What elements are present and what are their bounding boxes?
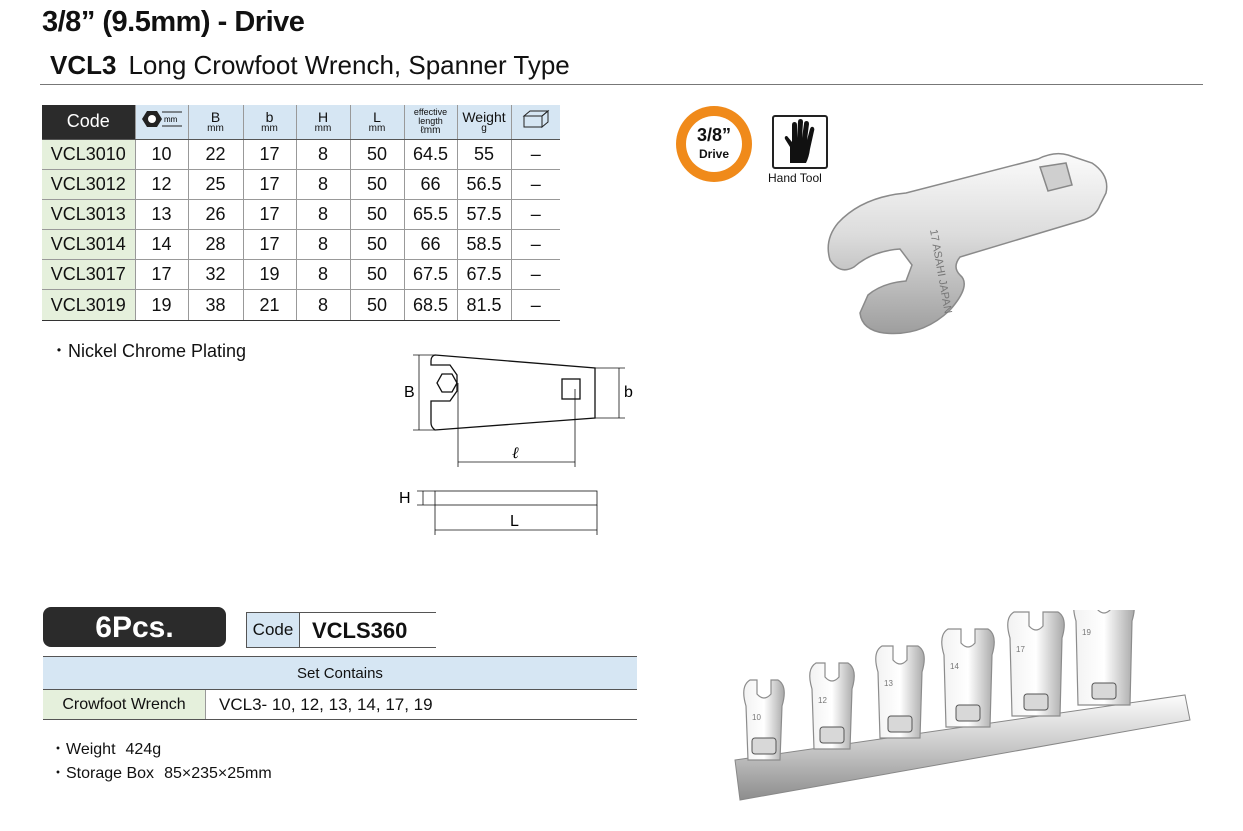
table-cell: 38	[188, 290, 243, 320]
cell-code: VCL3019	[42, 290, 135, 320]
table-cell: –	[511, 290, 560, 320]
set-wrench-size: 19	[1082, 628, 1091, 637]
col-L: L mm	[350, 105, 404, 139]
col-H: H mm	[296, 105, 350, 139]
table-cell: –	[511, 260, 560, 290]
table-cell: 50	[350, 139, 404, 169]
col-b: b mm	[243, 105, 296, 139]
table-cell: 14	[135, 230, 188, 260]
cell-code: VCL3014	[42, 230, 135, 260]
table-row	[42, 230, 560, 260]
set-wrench-size: 14	[950, 662, 959, 671]
drive-size-badge	[676, 106, 752, 182]
set-code-label: Code	[246, 613, 300, 647]
table-cell: 66	[404, 169, 457, 199]
table-cell: –	[511, 199, 560, 229]
wrench-top-outline	[431, 355, 595, 430]
wrench-engraving: 17 ASAHI JAPAN	[927, 228, 954, 315]
set-wrench-size: 17	[1016, 645, 1025, 654]
set-wrench	[1074, 610, 1135, 705]
dim-l-label: ℓ	[512, 445, 519, 462]
set-wrench	[876, 646, 925, 738]
table-cell: 66	[404, 230, 457, 260]
table-cell: 67.5	[457, 260, 511, 290]
spec-table-body	[42, 139, 560, 320]
set-wrench-size: 13	[884, 679, 893, 688]
table-row	[42, 169, 560, 199]
dim-B-label: B	[404, 384, 415, 401]
set-code-value: VCLS360	[312, 618, 408, 643]
table-row	[42, 139, 560, 169]
col-weight: Weight g	[457, 105, 511, 139]
table-cell: 25	[188, 169, 243, 199]
table-cell: 17	[243, 139, 296, 169]
table-cell: 8	[296, 290, 350, 320]
table-cell: 17	[243, 199, 296, 229]
table-cell: 8	[296, 169, 350, 199]
set-wrench-size: 10	[752, 713, 761, 722]
col-storage	[511, 105, 560, 139]
table-cell: 81.5	[457, 290, 511, 320]
table-cell: 50	[350, 230, 404, 260]
hand-tool-label: Hand Tool	[768, 171, 822, 185]
set-pieces-label: 6Pcs.	[43, 607, 226, 647]
set-contains-row	[43, 690, 637, 720]
table-cell: 19	[243, 260, 296, 290]
set-storage-box: ・Storage Box 85×235×25mm	[50, 765, 272, 782]
table-cell: 50	[350, 290, 404, 320]
table-cell: 58.5	[457, 230, 511, 260]
col-B: B mm	[188, 105, 243, 139]
product-name: Long Crowfoot Wrench, Spanner Type	[128, 50, 570, 80]
table-row	[42, 260, 560, 290]
set-weight: ・Weight 424g	[50, 741, 162, 758]
hex-size-icon	[138, 108, 186, 130]
table-cell: 8	[296, 260, 350, 290]
table-cell: 8	[296, 139, 350, 169]
plating-note: ・Nickel Chrome Plating	[50, 341, 247, 361]
table-cell: 17	[135, 260, 188, 290]
table-cell: 50	[350, 260, 404, 290]
table-cell: –	[511, 230, 560, 260]
table-cell: 67.5	[404, 260, 457, 290]
table-cell: 10	[135, 139, 188, 169]
table-cell: 57.5	[457, 199, 511, 229]
table-cell: 21	[243, 290, 296, 320]
col-effective-length: effective length ℓmm	[404, 105, 457, 139]
table-cell: 28	[188, 230, 243, 260]
set-code-box	[246, 612, 436, 648]
table-cell: 56.5	[457, 169, 511, 199]
table-cell: 50	[350, 169, 404, 199]
set-wrench	[810, 663, 855, 749]
col-code: Code	[42, 105, 135, 139]
hex-opening-outline	[437, 374, 457, 392]
table-cell: –	[511, 139, 560, 169]
dim-H-label: H	[399, 490, 411, 507]
set-contains-value: VCL3- 10, 12, 13, 14, 17, 19	[219, 695, 433, 714]
table-cell: 17	[243, 230, 296, 260]
table-cell: 68.5	[404, 290, 457, 320]
dim-b-label: b	[624, 384, 633, 401]
dim-L-label: L	[510, 513, 519, 530]
table-cell: 26	[188, 199, 243, 229]
dimension-drawing	[395, 345, 640, 540]
table-cell: 65.5	[404, 199, 457, 229]
drive-size: 3/8”	[696, 125, 732, 145]
table-cell: –	[511, 169, 560, 199]
cell-code: VCL3012	[42, 169, 135, 199]
table-row	[42, 290, 560, 320]
set-contains-key: Crowfoot Wrench	[43, 690, 206, 719]
product-code: VCL3	[50, 50, 117, 80]
set-photo	[720, 610, 1200, 825]
col-hex-size	[135, 105, 188, 139]
spec-table	[42, 105, 560, 321]
product-subtitle	[50, 50, 570, 81]
storage-box-icon	[521, 108, 551, 130]
wrench-photo	[810, 145, 1155, 345]
table-cell: 17	[243, 169, 296, 199]
table-cell: 22	[188, 139, 243, 169]
table-cell: 55	[457, 139, 511, 169]
cell-code: VCL3010	[42, 139, 135, 169]
cell-code: VCL3013	[42, 199, 135, 229]
table-cell: 12	[135, 169, 188, 199]
hex-unit: mm	[163, 115, 177, 125]
set-wrench	[1008, 612, 1065, 716]
set-wrench-size: 12	[818, 696, 827, 705]
set-wrench	[744, 680, 785, 760]
title-divider	[40, 84, 1203, 85]
square-drive-outline	[562, 379, 580, 399]
table-cell: 13	[135, 199, 188, 229]
spec-table-header	[42, 105, 560, 139]
table-cell: 32	[188, 260, 243, 290]
table-cell: 19	[135, 290, 188, 320]
set-wrench	[942, 629, 995, 727]
table-cell: 8	[296, 230, 350, 260]
set-contains-header: Set Contains	[43, 656, 637, 690]
table-cell: 50	[350, 199, 404, 229]
table-row	[42, 199, 560, 229]
table-cell: 8	[296, 199, 350, 229]
table-cell: 64.5	[404, 139, 457, 169]
drive-label: Drive	[698, 147, 730, 161]
cell-code: VCL3017	[42, 260, 135, 290]
page-title: 3/8” (9.5mm) - Drive	[42, 6, 305, 38]
